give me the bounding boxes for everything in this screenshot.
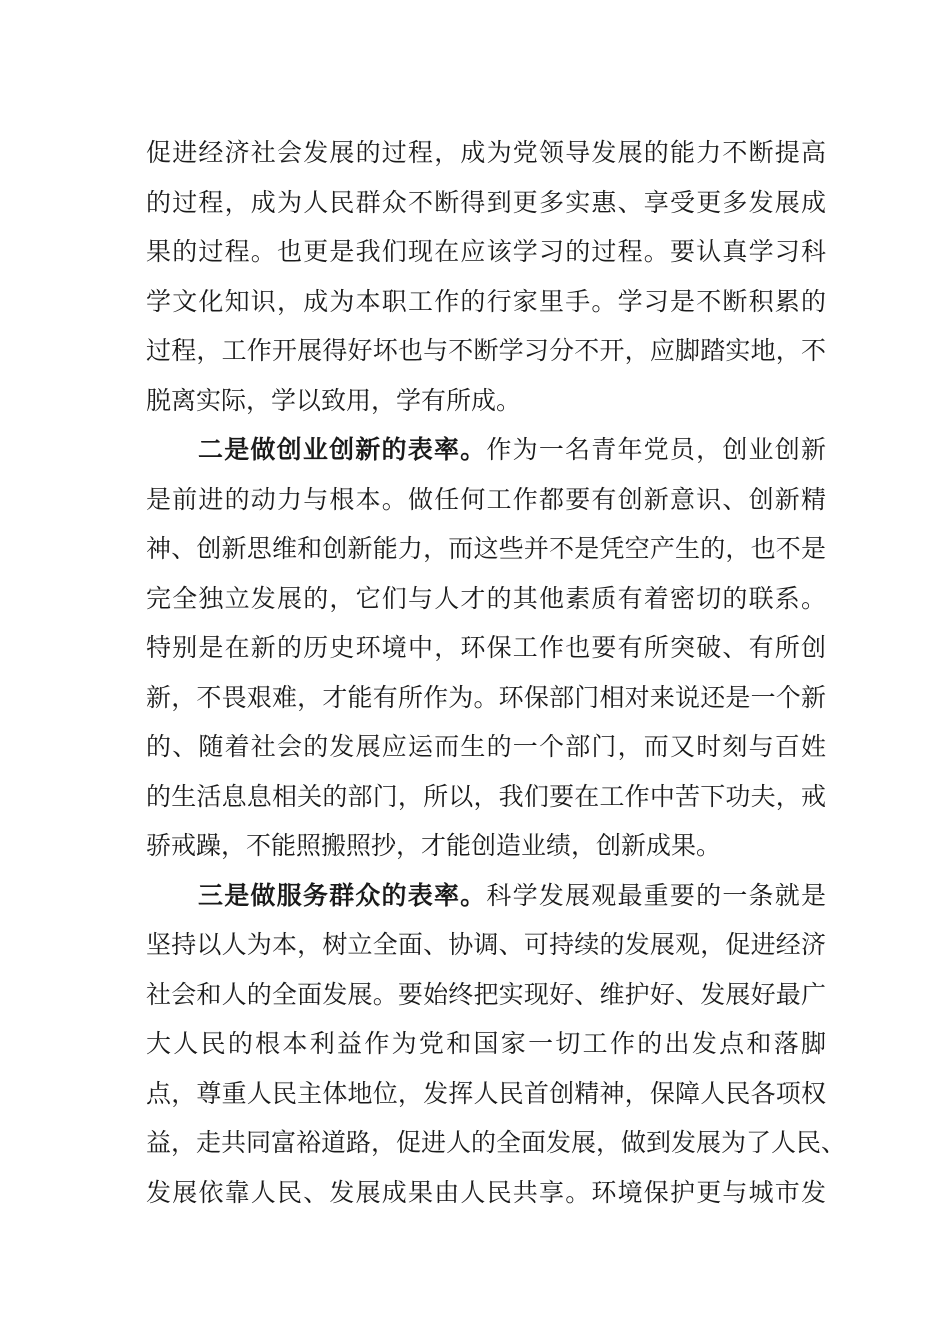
paragraph-line: 学文化知识，成为本职工作的行家里手。学习是不断积累的 (146, 286, 826, 316)
document-body (146, 128, 847, 1217)
paragraph-line: 社会和人的全面发展。要始终把实现好、维护好、发展好最广 (146, 979, 826, 1009)
section-2-first-line (146, 425, 826, 475)
paragraph-line: 促进经济社会发展的过程，成为党领导发展的能力不断提高 (146, 138, 826, 167)
paragraph-line: 的、随着社会的发展应运而生的一个部门，而又时刻与百姓 (146, 732, 826, 761)
section-3-first-text: 科学发展观最重要的一条就是 (486, 880, 826, 910)
section-3-heading: 三是做服务群众的表率。 (198, 880, 487, 910)
paragraph-line: 果的过程。也更是我们现在应该学习的过程。要认真学习科 (146, 237, 826, 266)
paragraph-line: 完全独立发展的，它们与人才的其他素质有着密切的联系。 (146, 583, 826, 613)
paragraph-line: 是前进的动力与根本。做任何工作都要有创新意识、创新精 (146, 484, 826, 514)
section-2-first-text: 作为一名青年党员，创业创新 (486, 435, 826, 464)
paragraph-line: 的生活息息相关的部门，所以，我们要在工作中苦下功夫，戒 (146, 781, 826, 811)
paragraph-line: 的过程，成为人民群众不断得到更多实惠、享受更多发展成 (146, 187, 826, 217)
paragraph-line: 过程，工作开展得好坏也与不断学习分不开，应脚踏实地，不 (146, 336, 826, 365)
section-2-heading: 二是做创业创新的表率。 (198, 435, 487, 464)
paragraph-line: 脱离实际，学以致用，学有所成。 (146, 385, 522, 415)
paragraph-line: 神、创新思维和创新能力，而这些并不是凭空产生的，也不是 (146, 534, 826, 563)
paragraph-line: 点，尊重人民主体地位，发挥人民首创精神，保障人民各项权 (146, 1078, 826, 1108)
paragraph-line: 特别是在新的历史环境中，环保工作也要有所突破、有所创 (146, 633, 826, 662)
paragraph-line: 益，走共同富裕道路，促进人的全面发展，做到发展为了人民、 (146, 1128, 847, 1157)
paragraph-line: 发展依靠人民、发展成果由人民共享。环境保护更与城市发 (146, 1177, 826, 1207)
paragraph-line: 骄戒躁，不能照搬照抄，才能创造业绩，创新成果。 (146, 831, 722, 860)
section-3-first-line (146, 871, 826, 921)
paragraph-line: 坚持以人为本，树立全面、协调、可持续的发展观，促进经济 (146, 930, 826, 959)
paragraph-line: 大人民的根本利益作为党和国家一切工作的出发点和落脚 (146, 1029, 826, 1058)
paragraph-line: 新，不畏艰难，才能有所作为。环保部门相对来说还是一个新 (146, 682, 826, 712)
